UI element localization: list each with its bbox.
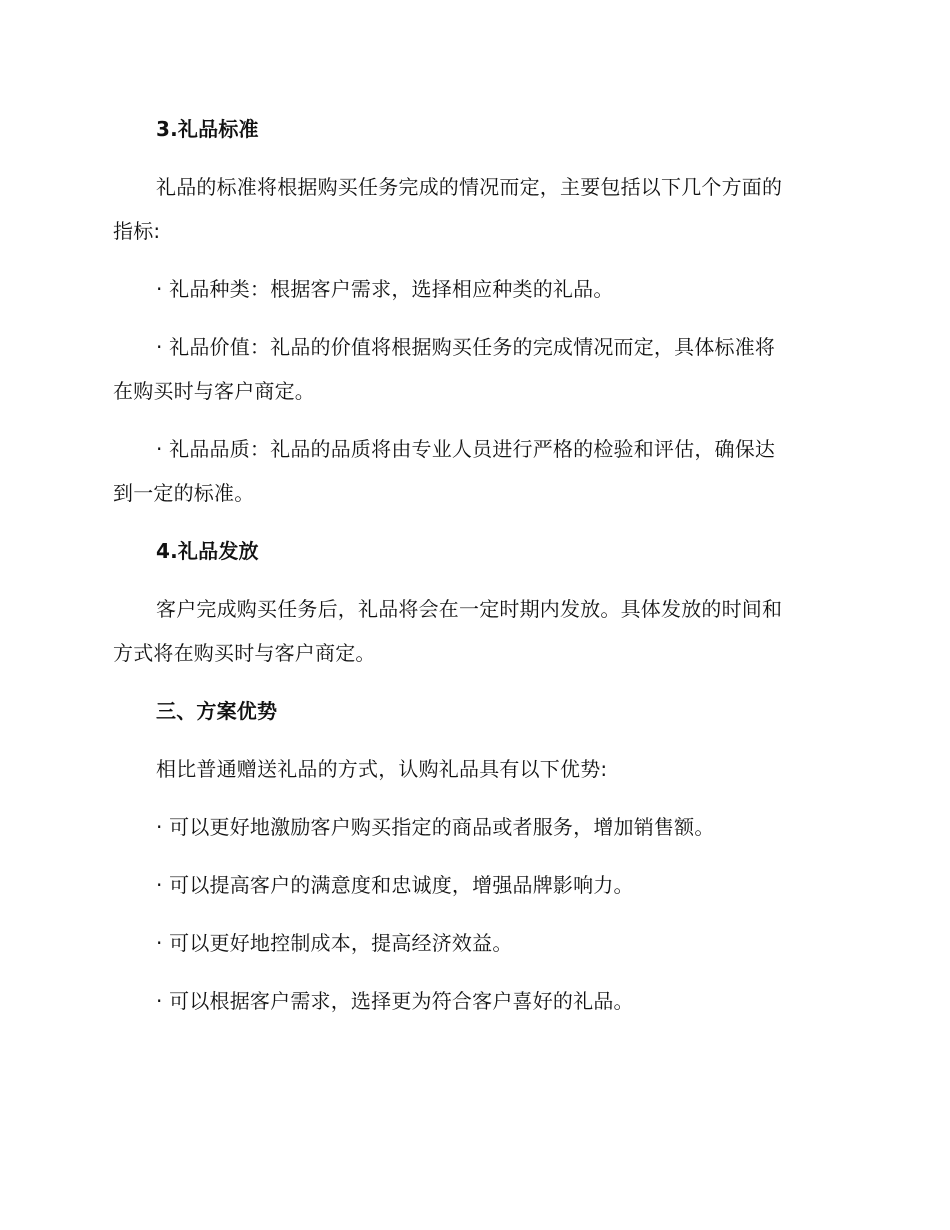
list-item: · 可以更好地控制成本，提高经济效益。 [156,931,513,955]
section-heading-gift-distribution: 4.礼品发放 [156,539,259,563]
bullet-item-gift-quality-continued: 到一定的标准。 [113,481,255,505]
list-item: · 可以提高客户的满意度和忠诚度，增强品牌影响力。 [156,873,634,897]
bullet-item-gift-value-continued: 在购买时与客户商定。 [113,379,315,403]
paragraph-line: 客户完成购买任务后，礼品将会在一定时期内发放。具体发放的时间和 [156,597,783,621]
bullet-item-gift-quality: · 礼品品质：礼品的品质将由专业人员进行严格的检验和评估，确保达 [156,437,776,461]
paragraph-line: 指标: [113,219,161,243]
list-item: · 可以更好地激励客户购买指定的商品或者服务，增加销售额。 [156,815,715,839]
section-heading-gift-standard: 3.礼品标准 [156,117,259,141]
list-item: · 可以根据客户需求，选择更为符合客户喜好的礼品。 [156,989,634,1013]
paragraph-line: 方式将在购买时与客户商定。 [113,641,376,665]
bullet-item-gift-type: · 礼品种类：根据客户需求，选择相应种类的礼品。 [156,277,614,301]
paragraph-line: 礼品的标准将根据购买任务完成的情况而定，主要包括以下几个方面的 [156,175,783,199]
paragraph-line: 相比普通赠送礼品的方式，认购礼品具有以下优势: [156,757,608,781]
section-heading-advantages: 三、方案优势 [156,699,278,723]
bullet-item-gift-value: · 礼品价值：礼品的价值将根据购买任务的完成情况而定，具体标准将 [156,335,776,359]
